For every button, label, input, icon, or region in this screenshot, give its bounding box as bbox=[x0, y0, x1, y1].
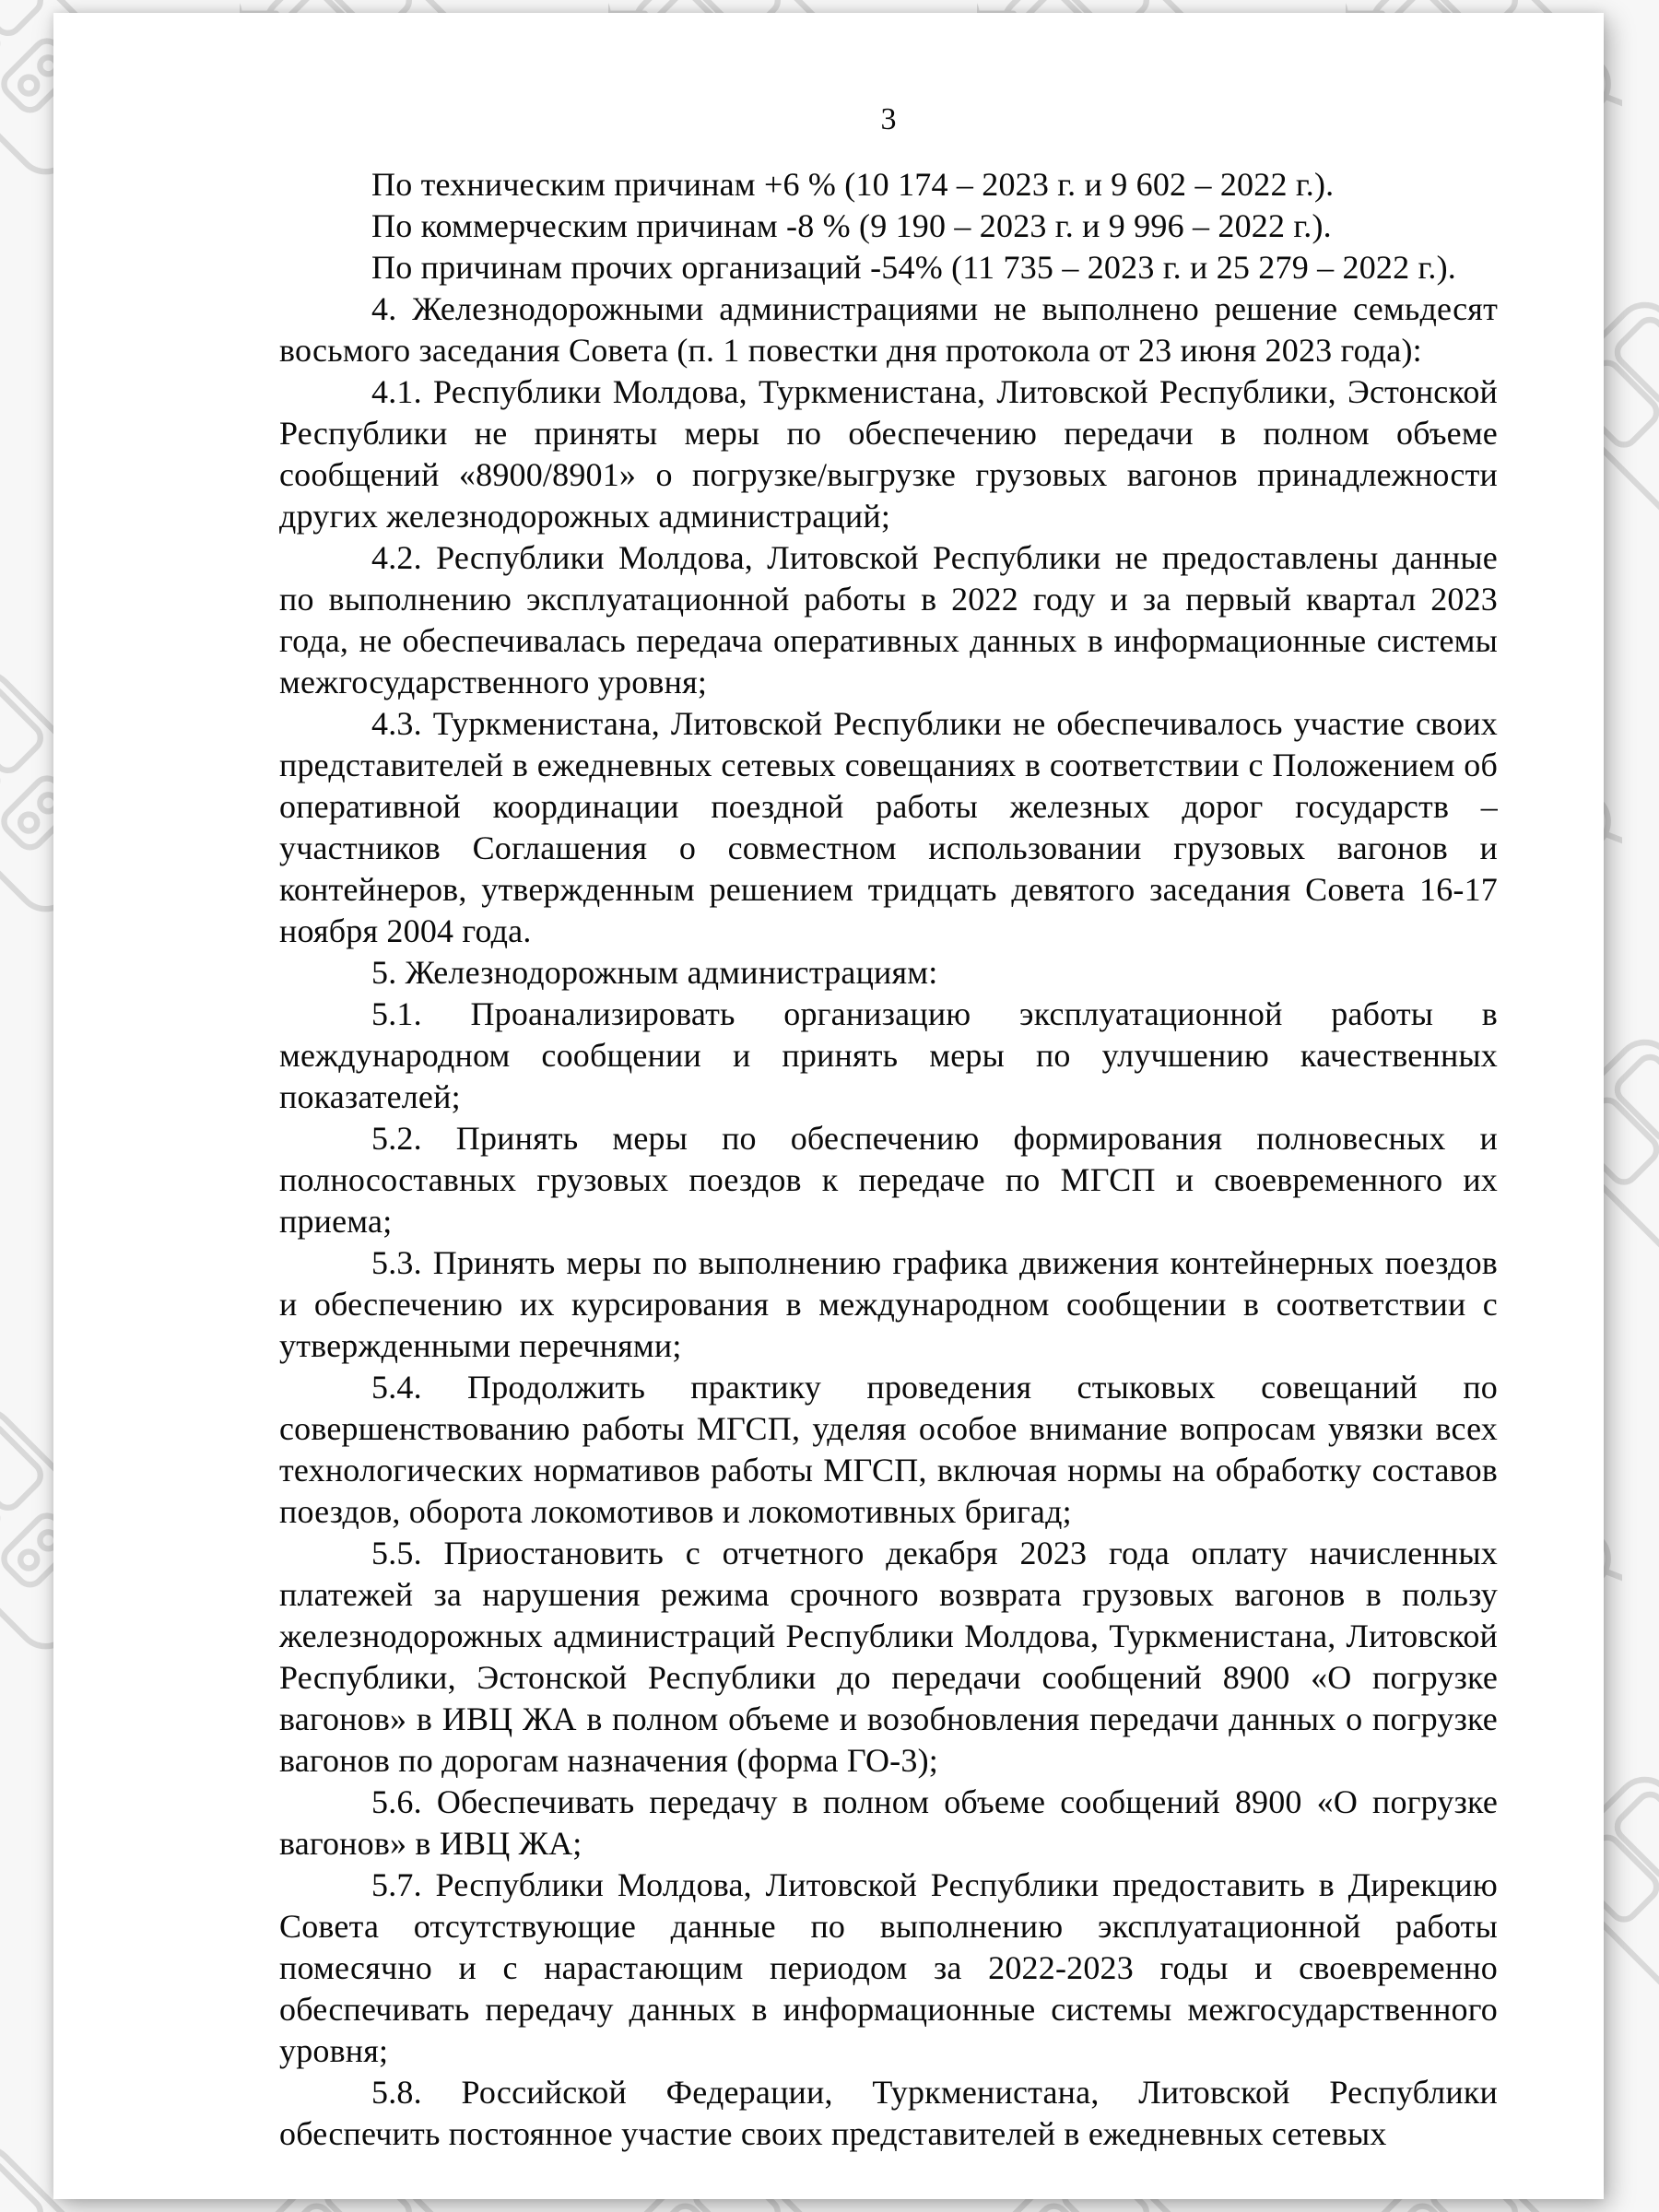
paragraph: 4.2. Республики Молдова, Литовской Республики не предоставлены данные по выполнению эксплуатационной работы в 2022 году и за первый квартал 2023 года, не обеспечивалась передача оперативных данных в информационные системы межгосударственного уровня; bbox=[279, 539, 1498, 700]
paragraph: 5.8. Российской Федерации, Туркменистана, Литовской Республики обеспечить постоянное участие своих представителей в ежедневных сетевых bbox=[279, 2074, 1498, 2152]
paragraph: 5.6. Обеспечивать передачу в полном объеме сообщений 8900 «О погрузке вагонов» в ИВЦ ЖА; bbox=[279, 1783, 1498, 1862]
paragraph: 4.1. Республики Молдова, Туркменистана, Литовской Республики, Эстонской Республики не приняты меры по обеспечению передачи в полном объеме сообщений «8900/8901» о погрузке/выгрузке грузовых вагонов принадлежности других железнодорожных администраций; bbox=[279, 373, 1498, 535]
paragraph: 5.4. Продолжить практику проведения стыковых совещаний по совершенствованию работы МГСП, уделяя особое внимание вопросам увязки всех технологических нормативов работы МГСП, включая нормы на обработку составов поездов, оборота локомотивов и локомотивных бригад; bbox=[279, 1369, 1498, 1530]
paragraph: 5.5. Приостановить с отчетного декабря 2023 года оплату начисленных платежей за нарушения режима срочного возврата грузовых вагонов в пользу железнодорожных администраций Республики Молдова, Туркменистана, Литовской Республики, Эстонской Республики до передачи сообщений 8900 «О погрузке вагонов» в ИВЦ ЖА в полном объеме и возобновления передачи данных о погрузке вагонов по дорогам назначения (форма ГО-3); bbox=[279, 1535, 1498, 1779]
document-page bbox=[53, 13, 1604, 2199]
paragraph: 4. Железнодорожными администрациями не выполнено решение семьдесят восьмого заседания Совета (п. 1 повестки дня протокола от 23 июня 2023 года): bbox=[279, 290, 1498, 369]
paragraph: 5.1. Проанализировать организацию эксплуатационной работы в международном сообщении и принять меры по улучшению качественных показателей; bbox=[279, 995, 1498, 1115]
paragraph: По коммерческим причинам -8 % (9 190 – 2023 г. и 9 996 – 2022 г.). bbox=[371, 207, 1332, 244]
paragraph: 5.2. Принять меры по обеспечению формирования полновесных и полносоставных грузовых поездов к передаче по МГСП и своевременного их приема; bbox=[279, 1120, 1498, 1240]
document-body bbox=[279, 164, 1498, 2155]
paragraph: 5. Железнодорожным администрациям: bbox=[371, 954, 938, 991]
paragraph: 5.7. Республики Молдова, Литовской Республики предоставить в Дирекцию Совета отсутствующие данные по выполнению эксплуатационной работы помесячно и с нарастающим периодом за 2022-2023 годы и своевременно обеспечивать передачу данных в информационные системы межгосударственного уровня; bbox=[279, 1866, 1498, 2069]
page-number: 3 bbox=[880, 102, 897, 136]
document-content bbox=[53, 13, 1604, 2155]
paragraph: 5.3. Принять меры по выполнению графика движения контейнерных поездов и обеспечению их курсирования в международном сообщении в соответствии с утвержденными перечнями; bbox=[279, 1244, 1498, 1364]
paragraph: По техническим причинам +6 % (10 174 – 2023 г. и 9 602 – 2022 г.). bbox=[371, 166, 1335, 203]
paragraph: По причинам прочих организаций -54% (11 735 – 2023 г. и 25 279 – 2022 г.). bbox=[371, 249, 1456, 286]
paragraph: 4.3. Туркменистана, Литовской Республики не обеспечивалось участие своих представителей в ежедневных сетевых совещаниях в соответствии с Положением об оперативной координации поездной работы железных дорог государств – участников Соглашения о совместном использовании грузовых вагонов и контейнеров, утвержденным решением тридцать девятого заседания Совета 16-17 ноября 2004 года. bbox=[279, 705, 1498, 949]
